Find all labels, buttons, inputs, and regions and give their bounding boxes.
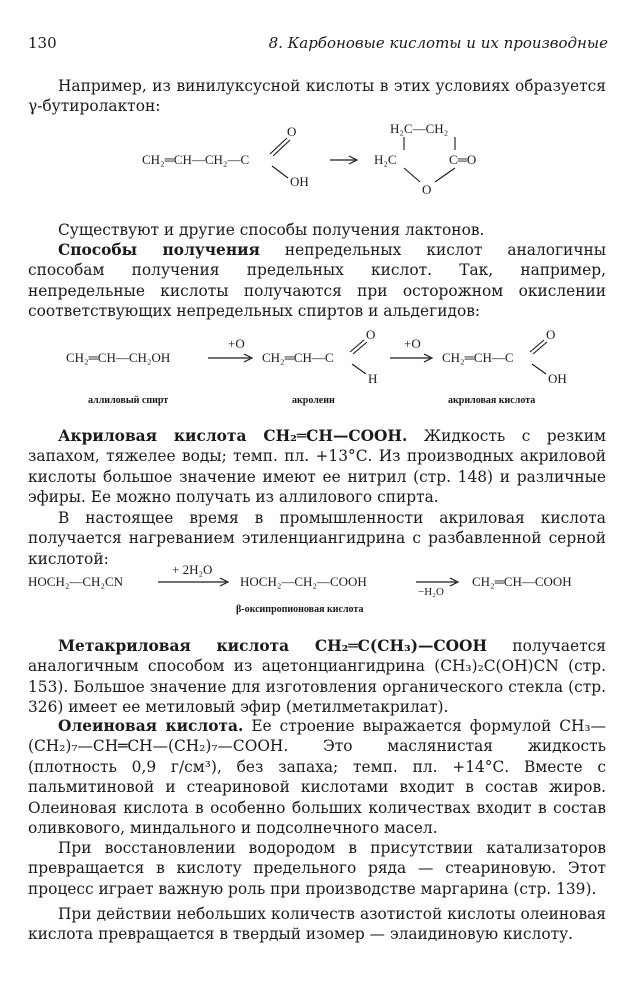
acrylic-acid-product-formula: CH₂═CH—COOH [472,574,572,589]
page-number: 130 [28,34,57,52]
oxidation-label-2: +O [404,336,421,351]
acrolein-formula: CH₂═CH—C [262,350,334,365]
paragraph-lactone-methods: Существуют и другие способы получения лактонов. [58,221,485,239]
paragraph-methacrylic-acid: Метакриловая кислота CH₂═C(CH₃)—COOH получается аналогичным способом из ацетонциангидрина (CH₃)₂C(OH)CN (стр. 153). Большое значение для изготовления органического стекла (стр. 326) имеет ее метиловый эфир (метилметакрилат). [28,637,606,717]
paragraph-oleic-acid: Олеиновая кислота. Ее строение выражается формулой CH₃—(CH₂)₇—CH═CH—(CH₂)₇—COOH. Это маслянистая жидкость (плотность 0,9 г/см³), без запаха; темп. пл. +14°С. Вместе с пальмитиновой и стеариновой кислотами входит в состав жиров. Олеиновая кислота в особенно больших количествах входит в состав оливкового, миндального и подсолнечного масел. [28,717,606,838]
page-header [28,34,608,56]
ring-oxygen: O [422,182,432,197]
vinylacetic-acid-formula: CH₂═CH—CH₂—C [142,152,250,167]
caption-hydroxypropionic-acid: β-оксипропионовая кислота [236,604,364,615]
reaction-industrial [0,562,634,620]
caption-acrylic-acid: акриловая кислота [448,395,536,406]
term-acrylic-acid: Акриловая кислота CH₂═CH—COOH. [58,427,408,445]
paragraph-preparation-methods: Способы получения непредельных кислот аналогичны способам получения предельных кислот. Так, например, непредельные кислоты получаются при осторожном окислении соответствующих непредельных спиртов и альдегидов: [28,241,607,321]
allyl-alcohol-formula: CH₂═CH—CH₂OH [66,350,171,365]
dehydration-label: −H₂O [418,586,444,598]
acid-hydroxyl: OH [548,371,567,386]
reaction-butyrolactone [0,118,634,204]
ring-left-carbon: H₂C [374,152,397,167]
acrolein-oxygen: O [366,328,376,342]
caption-acrolein: акролеин [292,395,335,406]
paragraph-lactone-intro: Например, из винилуксусной кислоты в этих условиях образуется γ-бутиролактон: [28,77,606,116]
paragraph-acrylic-acid: Акриловая кислота CH₂═CH—COOH. Жидкость с резким запахом, тяжелее воды; темп. пл. +13°С. Из производных акриловой кислоты большое значение имеют ее нитрил (стр. 148) и различные эфиры. Ее можно получать из аллилового спирта. [28,427,606,507]
paragraph-hydrogenation: При восстановлении водородом в присутствии катализаторов превращается в кислоту предельного ряда — стеариновую. Этот процесс играет важную роль при производстве маргарина (стр. 139). [28,839,606,898]
caption-allyl-alcohol: аллиловый спирт [88,395,169,406]
acrylic-acid-formula: CH₂═CH—C [442,350,514,365]
reaction-acrylic-acid [0,328,634,410]
term-methacrylic-acid: Метакриловая кислота CH₂═C(CH₃)—COOH [58,637,488,655]
hydration-label: + 2H₂O [172,562,213,577]
paragraph-industrial-method: В настоящее время в промышленности акриловая кислота получается нагреванием этиленциангидрина с разбавленной серной кислотой: [28,509,606,568]
acid-oxygen: O [546,328,556,342]
ring-top-carbons: H₂C—CH₂ [390,121,449,136]
acrolein-hydrogen: H [368,371,378,386]
term-preparation: Способы получения [58,241,260,259]
ring-carbonyl: C═O [449,152,477,167]
paragraph-elaidic-acid: При действии небольших количеств азотистой кислоты олеиновая кислота превращается в твердый изомер — элаидиновую кислоту. [28,905,606,944]
ethylene-cyanohydrin-formula: HOCH₂—CH₂CN [28,574,124,589]
hydroxyl-group: OH [290,174,309,189]
carbonyl-oxygen: O [287,124,297,139]
running-title: 8. Карбоновые кислоты и их производные [268,34,608,52]
term-oleic-acid: Олеиновая кислота. [58,717,244,735]
hydroxypropionic-acid-formula: HOCH₂—CH₂—COOH [240,574,367,589]
oxidation-label-1: +O [228,336,245,351]
